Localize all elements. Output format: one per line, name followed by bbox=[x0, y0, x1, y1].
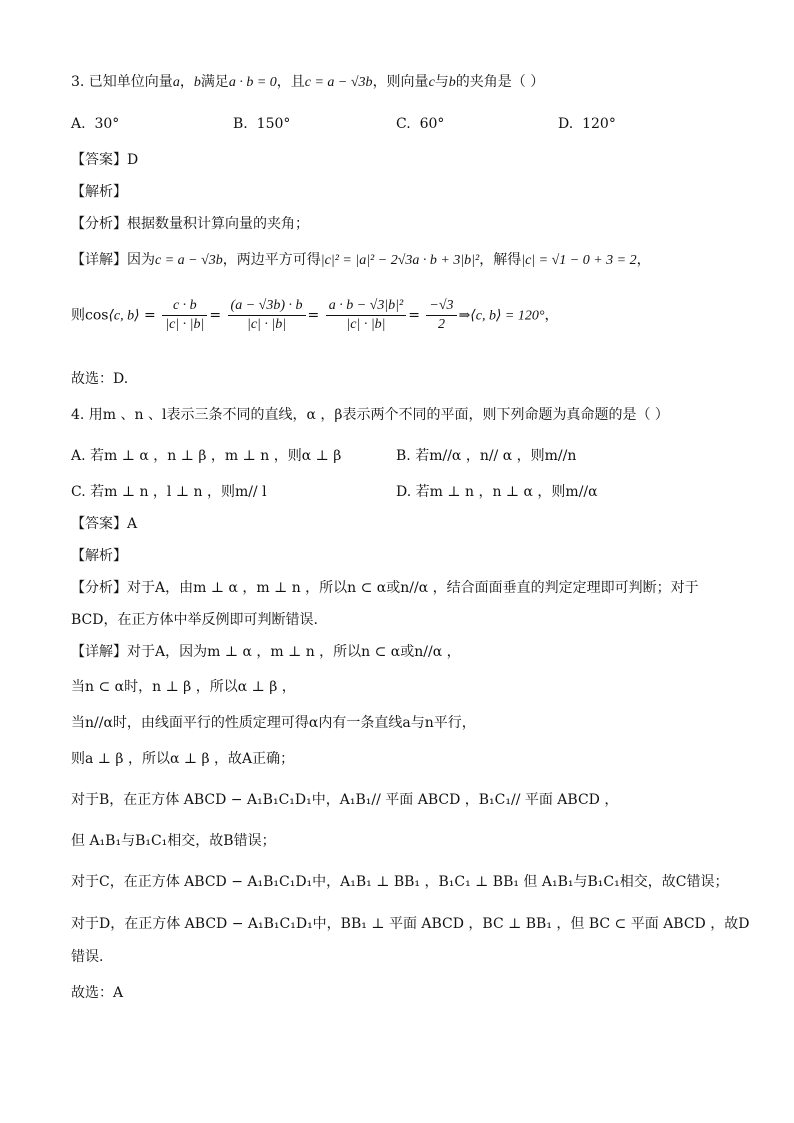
fraction-2 bbox=[228, 297, 306, 334]
option-value: 若m ⊥ n ，l ⊥ n ，则m// l bbox=[90, 484, 267, 500]
q4-answer bbox=[71, 514, 137, 534]
option-label: B. bbox=[396, 448, 411, 464]
option-label: B. bbox=[233, 116, 248, 132]
fenxi-text: 根据数量积计算向量的夹角； bbox=[127, 216, 309, 232]
option-label: D. bbox=[396, 484, 412, 500]
fenxi-tag: 【分析】 bbox=[71, 580, 127, 596]
fraction-numerator: −√3 bbox=[426, 297, 456, 316]
q3-conclusion: 故选：D. bbox=[71, 371, 129, 387]
implies-symbol: ⇒ bbox=[458, 307, 471, 324]
q4-xiangjie-line-9: 错误. bbox=[71, 949, 104, 965]
q4-option-d bbox=[396, 482, 598, 502]
cos-prefix: 则cos bbox=[71, 307, 109, 324]
q3-answer bbox=[71, 150, 138, 170]
option-label: D. bbox=[558, 116, 574, 132]
fraction-denominator: 2 bbox=[437, 317, 445, 332]
fraction-denominator: |c| · |b| bbox=[165, 317, 205, 332]
answer-value: D bbox=[127, 152, 139, 168]
q4-analysis-heading: 【解析】 bbox=[71, 548, 127, 564]
option-label: A. bbox=[71, 448, 86, 464]
cos-angle: ⟨c, b⟩ bbox=[108, 308, 140, 324]
fraction-3 bbox=[326, 297, 407, 334]
fraction-numerator: a · b − √3|b|² bbox=[326, 297, 407, 316]
vector-b: b bbox=[193, 75, 201, 90]
vector-b: b bbox=[448, 75, 456, 90]
q3-relation: c = a − √3b bbox=[304, 75, 373, 90]
q3-analysis-heading: 【解析】 bbox=[71, 184, 127, 200]
fenxi-tag: 【分析】 bbox=[71, 216, 127, 232]
fraction-4 bbox=[426, 297, 456, 334]
punctuation: ， bbox=[544, 307, 559, 324]
xiangjie-tag: 【详解】 bbox=[71, 252, 127, 268]
q3-stem-text: 的夹角是（ ） bbox=[455, 74, 545, 90]
q3-stem bbox=[71, 72, 544, 93]
q4-xiangjie-line-1 bbox=[71, 642, 461, 662]
equation: |c| = √1 − 0 + 3 = 2 bbox=[521, 253, 637, 268]
q3-option-a bbox=[71, 114, 119, 134]
fenxi-text: 对于A，由m ⊥ α ，m ⊥ n ，所以n ⊂ α或n//α ，结合面面垂直的判定定理即可判断；对于 bbox=[127, 580, 699, 596]
fraction-1 bbox=[162, 297, 207, 334]
xiangjie-text: 因为 bbox=[127, 252, 155, 268]
q3-cos-formula: 则cos⟨c, b⟩ = $\frac{c \cdot b}{|c| \cdot |b|}$ = $\frac{(a - √3b) \cdot b}{|c| \cdot |b|}$ = $\frac{\text{a · b − √3|b|²}}{|c| \cdot |b|}$ = $\frac{-√3}{2}$ ⇒⟨c, b⟩ = 120°， bbox=[71, 298, 559, 332]
fraction-numerator: c · b bbox=[162, 297, 207, 316]
option-value: 150° bbox=[256, 116, 291, 132]
q4-option-c bbox=[71, 482, 267, 502]
option-value: 30° bbox=[94, 116, 120, 132]
answer-tag: 【答案】 bbox=[71, 152, 127, 168]
option-label: C. bbox=[71, 484, 86, 500]
equation: |c|² = |a|² − 2√3a · b + 3|b|² bbox=[320, 253, 480, 268]
equation: c = a − √3b bbox=[155, 253, 223, 268]
q3-xiangjie bbox=[71, 250, 651, 271]
q4-fenxi-line-2: BCD，在正方体中举反例即可判断错误. bbox=[71, 612, 318, 628]
option-value: 60° bbox=[419, 116, 445, 132]
q3-stem-text: ，且 bbox=[276, 74, 305, 90]
xiangjie-text: 对于A，因为m ⊥ α ，m ⊥ n ，所以n ⊂ α或n//α ， bbox=[127, 644, 461, 660]
option-label: C. bbox=[396, 116, 411, 132]
q4-xiangjie-line-2: 当n ⊂ α时，n ⊥ β ，所以α ⊥ β ， bbox=[71, 679, 296, 695]
answer-tag: 【答案】 bbox=[71, 516, 127, 532]
q4-option-a bbox=[71, 446, 341, 466]
q4-xiangjie-line-4: 则a ⊥ β ，所以α ⊥ β ，故A正确； bbox=[71, 751, 295, 767]
q3-stem-text: 与 bbox=[434, 74, 449, 90]
cos-result: ⟨c, b⟩ = 120° bbox=[470, 308, 545, 324]
xiangjie-text: ，两边平方可得 bbox=[222, 252, 321, 268]
q4-fenxi-line-1 bbox=[71, 578, 699, 598]
q3-condition: a · b = 0 bbox=[228, 75, 277, 90]
q4-xiangjie-line-6: 但 A₁B₁与B₁C₁相交，故B错误； bbox=[71, 833, 276, 849]
xiangjie-text: ，解得 bbox=[479, 252, 522, 268]
xiangjie-tag: 【详解】 bbox=[71, 644, 127, 660]
fraction-numerator: (a − √3b) · b bbox=[228, 297, 306, 316]
q4-xiangjie-line-5: 对于B，在正方体 ABCD − A₁B₁C₁D₁中，A₁B₁// 平面 ABCD ，B₁C₁// 平面 ABCD ， bbox=[71, 792, 619, 808]
vector-a: a bbox=[172, 75, 180, 90]
answer-value: A bbox=[127, 516, 138, 532]
option-label: A. bbox=[71, 116, 86, 132]
option-value: 若m ⊥ n ，n ⊥ α ，则m//α bbox=[415, 484, 598, 500]
fraction-denominator: |c| · |b| bbox=[346, 317, 386, 332]
q3-option-d bbox=[558, 114, 616, 134]
q3-stem-text: 3. 已知单位向量 bbox=[71, 74, 173, 90]
option-value: 若m ⊥ α ，n ⊥ β ，m ⊥ n ，则α ⊥ β bbox=[90, 448, 342, 464]
q4-option-b bbox=[396, 446, 576, 466]
q3-separator: ， bbox=[179, 74, 194, 90]
q4-xiangjie-line-7: 对于C，在正方体 ABCD − A₁B₁C₁D₁中，A₁B₁ ⊥ BB₁ ，B₁C₁ ⊥ BB₁ 但 A₁B₁与B₁C₁相交，故C错误； bbox=[71, 874, 729, 890]
q4-xiangjie-line-8: 对于D，在正方体 ABCD − A₁B₁C₁D₁中，BB₁ ⊥ 平面 ABCD ，BC ⊥ BB₁ ，但 BC ⊂ 平面 ABCD ，故D bbox=[71, 916, 750, 932]
q4-conclusion: 故选：A bbox=[71, 985, 124, 1001]
q4-stem: 4. 用m 、n 、l表示三条不同的直线，α ，β表示两个不同的平面，则下列命题为真命题的是（ ） bbox=[71, 407, 669, 423]
q3-stem-text: ，则向量 bbox=[372, 74, 429, 90]
q4-xiangjie-line-3: 当n//α时，由线面平行的性质定理可得α内有一条直线a与n平行， bbox=[71, 715, 476, 731]
q3-stem-text: 满足 bbox=[200, 74, 229, 90]
q3-option-b bbox=[233, 114, 290, 134]
vector-c: c bbox=[428, 75, 435, 90]
option-value: 120° bbox=[582, 116, 616, 132]
option-value: 若m//α ，n// α ，则m//n bbox=[415, 448, 577, 464]
fraction-denominator: |c| · |b| bbox=[246, 317, 287, 332]
xiangjie-text: ， bbox=[636, 252, 651, 268]
q3-option-c bbox=[396, 114, 444, 134]
q3-fenxi bbox=[71, 214, 309, 234]
